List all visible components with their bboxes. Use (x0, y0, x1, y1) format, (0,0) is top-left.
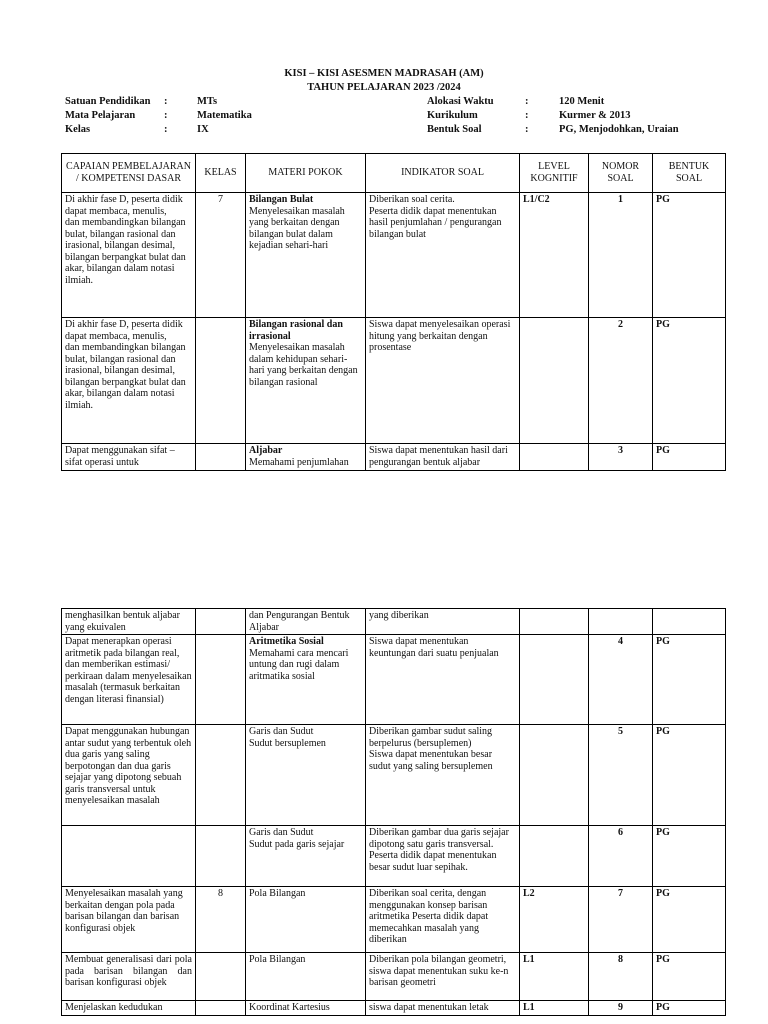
column-header-level: LEVEL KOGNITIF (520, 154, 589, 193)
column-header-kelas: KELAS (196, 154, 246, 193)
cell-kelas (196, 1001, 246, 1016)
meta-label: Mata Pelajaran (65, 110, 136, 121)
cell-bentuk: PG (653, 725, 726, 826)
meta-sep: : (164, 96, 168, 107)
kisi-table-page-1 (61, 153, 726, 471)
table-row (62, 725, 726, 826)
cell-level: L1 (520, 953, 589, 1001)
cell-indikator: yang diberikan (366, 609, 520, 635)
column-header-indikator: INDIKATOR SOAL (366, 154, 520, 193)
cell-nomor: 5 (589, 725, 653, 826)
meta-sep: : (525, 124, 529, 135)
cell-materi (246, 635, 366, 725)
cell-bentuk: PG (653, 826, 726, 887)
materi-title: Aljabar (249, 445, 283, 456)
cell-kelas (196, 318, 246, 444)
meta-sep: : (525, 110, 529, 121)
meta-label: Kelas (65, 124, 91, 135)
meta-value: 120 Menit (559, 96, 605, 107)
table-row (62, 635, 726, 725)
cell-kelas (196, 444, 246, 471)
meta-value: Kurmer & 2013 (559, 110, 631, 121)
cell-materi: Pola Bilangan (246, 953, 366, 1001)
column-header-bentuk: BENTUK SOAL (653, 154, 726, 193)
cell-kelas: 7 (196, 193, 246, 318)
meta-value: MTs (197, 96, 218, 107)
cell-nomor: 7 (589, 887, 653, 953)
table-row (62, 953, 726, 1001)
cell-nomor: 2 (589, 318, 653, 444)
cell-cp: Dapat menerapkan operasi aritmetik pada bilangan real, dan memberikan estimasi/ perkiraan dalam menyelesaikan masalah (termasuk berkaitan dengan literasi finansial) (62, 635, 196, 725)
cell-cp: Dapat menggunakan sifat – sifat operasi untuk (62, 444, 196, 471)
cell-indikator: Siswa dapat menentukan hasil dari pengurangan bentuk aljabar (366, 444, 520, 471)
meta-label: Bentuk Soal (427, 124, 482, 135)
cell-level: L1 (520, 1001, 589, 1016)
cell-kelas (196, 635, 246, 725)
table-row (62, 193, 726, 318)
cell-cp: Menyelesaikan masalah yang berkaitan dengan pola pada barisan bilangan dan barisan konfigurasi objek (62, 887, 196, 953)
cell-materi: Koordinat Kartesius (246, 1001, 366, 1016)
cell-indikator: Siswa dapat menyelesaikan operasi hitung yang berkaitan dengan prosentase (366, 318, 520, 444)
cell-bentuk: PG (653, 193, 726, 318)
materi-desc: Memahami penjumlahan (249, 456, 349, 468)
cell-level: L2 (520, 887, 589, 953)
cell-kelas (196, 826, 246, 887)
materi-desc: Memahami cara mencari untung dan rugi dalam aritmatika sosial (249, 647, 349, 682)
cell-nomor: 6 (589, 826, 653, 887)
meta-sep: : (164, 110, 168, 121)
cell-cp: Di akhir fase D, peserta didik dapat membaca, menulis, dan membandingkan bilangan bulat, bilangan rasional dan irasional, bilangan desimal, bilangan berpangkat bulat dan akar, bilangan dalam notasi ilmiah. (62, 318, 196, 444)
cell-bentuk: PG (653, 953, 726, 1001)
cell-nomor: 4 (589, 635, 653, 725)
cell-indikator: Diberikan soal cerita. Peserta didik dapat menentukan hasil penjumlahan / pengurangan bilangan bulat (366, 193, 520, 318)
meta-label: Alokasi Waktu (427, 96, 494, 107)
column-header-materi: MATERI POKOK (246, 154, 366, 193)
cell-nomor (589, 609, 653, 635)
materi-desc: Menyelesaikan masalah dalam kehidupan sehari-hari yang berkaitan dengan bilangan rasional (249, 342, 358, 388)
cell-bentuk (653, 609, 726, 635)
cell-nomor: 8 (589, 953, 653, 1001)
table-row (62, 609, 726, 635)
table-row (62, 1001, 726, 1016)
cell-cp: Membuat generalisasi dari pola pada barisan bilangan dan barisan konfigurasi objek (62, 953, 196, 1001)
meta-value: IX (197, 124, 209, 135)
meta-sep: : (164, 124, 168, 135)
meta-label: Kurikulum (427, 110, 478, 121)
materi-title: Aritmetika Sosial (249, 636, 324, 647)
cell-indikator: Diberikan gambar dua garis sejajar dipotong satu garis transversal. Peserta didik dapat menentukan besar sudut luar sepihak. (366, 826, 520, 887)
meta-value: PG, Menjodohkan, Uraian (559, 124, 679, 135)
cell-materi (246, 609, 366, 635)
cell-kelas (196, 609, 246, 635)
cell-bentuk: PG (653, 444, 726, 471)
cell-materi (246, 193, 366, 318)
cell-cp: Dapat menggunakan hubungan antar sudut yang terbentuk oleh dua garis yang saling berpotongan dan dua garis sejajar yang dipotong sebuah garis transversal untuk menyelesaikan masalah (62, 725, 196, 826)
meta-value: Matematika (197, 110, 252, 121)
cell-cp (62, 826, 196, 887)
cell-level (520, 826, 589, 887)
cell-level (520, 609, 589, 635)
cell-indikator: Diberikan pola bilangan geometri, siswa dapat menentukan suku ke-n barisan geometri (366, 953, 520, 1001)
cell-level: L1/C2 (520, 193, 589, 318)
cell-materi: Garis dan Sudut Sudut bersuplemen (246, 725, 366, 826)
cell-materi (246, 444, 366, 471)
cell-materi: Garis dan Sudut Sudut pada garis sejajar (246, 826, 366, 887)
table-header-row (62, 154, 726, 193)
cell-level (520, 725, 589, 826)
cell-kelas (196, 953, 246, 1001)
cell-nomor: 9 (589, 1001, 653, 1016)
cell-bentuk: PG (653, 635, 726, 725)
cell-indikator: Siswa dapat menentukan keuntungan dari suatu penjualan (366, 635, 520, 725)
cell-materi (246, 318, 366, 444)
cell-kelas (196, 725, 246, 826)
column-header-cp: CAPAIAN PEMBELAJARAN / KOMPETENSI DASAR (62, 154, 196, 193)
cell-materi: Pola Bilangan (246, 887, 366, 953)
cell-indikator: Diberikan gambar sudut saling berpelurus (bersuplemen) Siswa dapat menentukan besar sudut yang saling bersuplemen (366, 725, 520, 826)
cell-kelas: 8 (196, 887, 246, 953)
kisi-table-page-2 (61, 608, 726, 1016)
cell-bentuk: PG (653, 887, 726, 953)
table-row (62, 444, 726, 471)
table-row (62, 887, 726, 953)
cell-bentuk: PG (653, 1001, 726, 1016)
cell-cp: menghasilkan bentuk aljabar yang ekuivalen (62, 609, 196, 635)
cell-indikator: siswa dapat menentukan letak (366, 1001, 520, 1016)
column-header-nomor: NOMOR SOAL (589, 154, 653, 193)
materi-title: Bilangan rasional dan irrasional (249, 319, 343, 342)
document-title: KISI – KISI ASESMEN MADRASAH (AM) (284, 68, 484, 79)
cell-cp: Di akhir fase D, peserta didik dapat membaca, menulis, dan membandingkan bilangan bulat, bilangan rasional dan irasional, bilangan desimal, bilangan berpangkat bulat dan akar, bilangan dalam notasi ilmiah. (62, 193, 196, 318)
document-subtitle: TAHUN PELAJARAN 2023 /2024 (307, 82, 461, 93)
cell-bentuk: PG (653, 318, 726, 444)
materi-desc: Menyelesaikan masalah yang berkaitan dengan bilangan bulat dalam kejadian sehari-hari (249, 205, 345, 251)
table-row (62, 318, 726, 444)
meta-label: Satuan Pendidikan (65, 96, 151, 107)
cell-level (520, 444, 589, 471)
cell-level (520, 635, 589, 725)
cell-level (520, 318, 589, 444)
cell-nomor: 3 (589, 444, 653, 471)
cell-cp: Menjelaskan kedudukan (62, 1001, 196, 1016)
materi-title: Bilangan Bulat (249, 194, 314, 205)
cell-nomor: 1 (589, 193, 653, 318)
meta-sep: : (525, 96, 529, 107)
materi-desc: dan Pengurangan Bentuk Aljabar (249, 610, 350, 633)
table-row (62, 826, 726, 887)
cell-indikator: Diberikan soal cerita, dengan menggunakan konsep barisan aritmetika Peserta didik dapat memecahkan masalah yang diberikan (366, 887, 520, 953)
